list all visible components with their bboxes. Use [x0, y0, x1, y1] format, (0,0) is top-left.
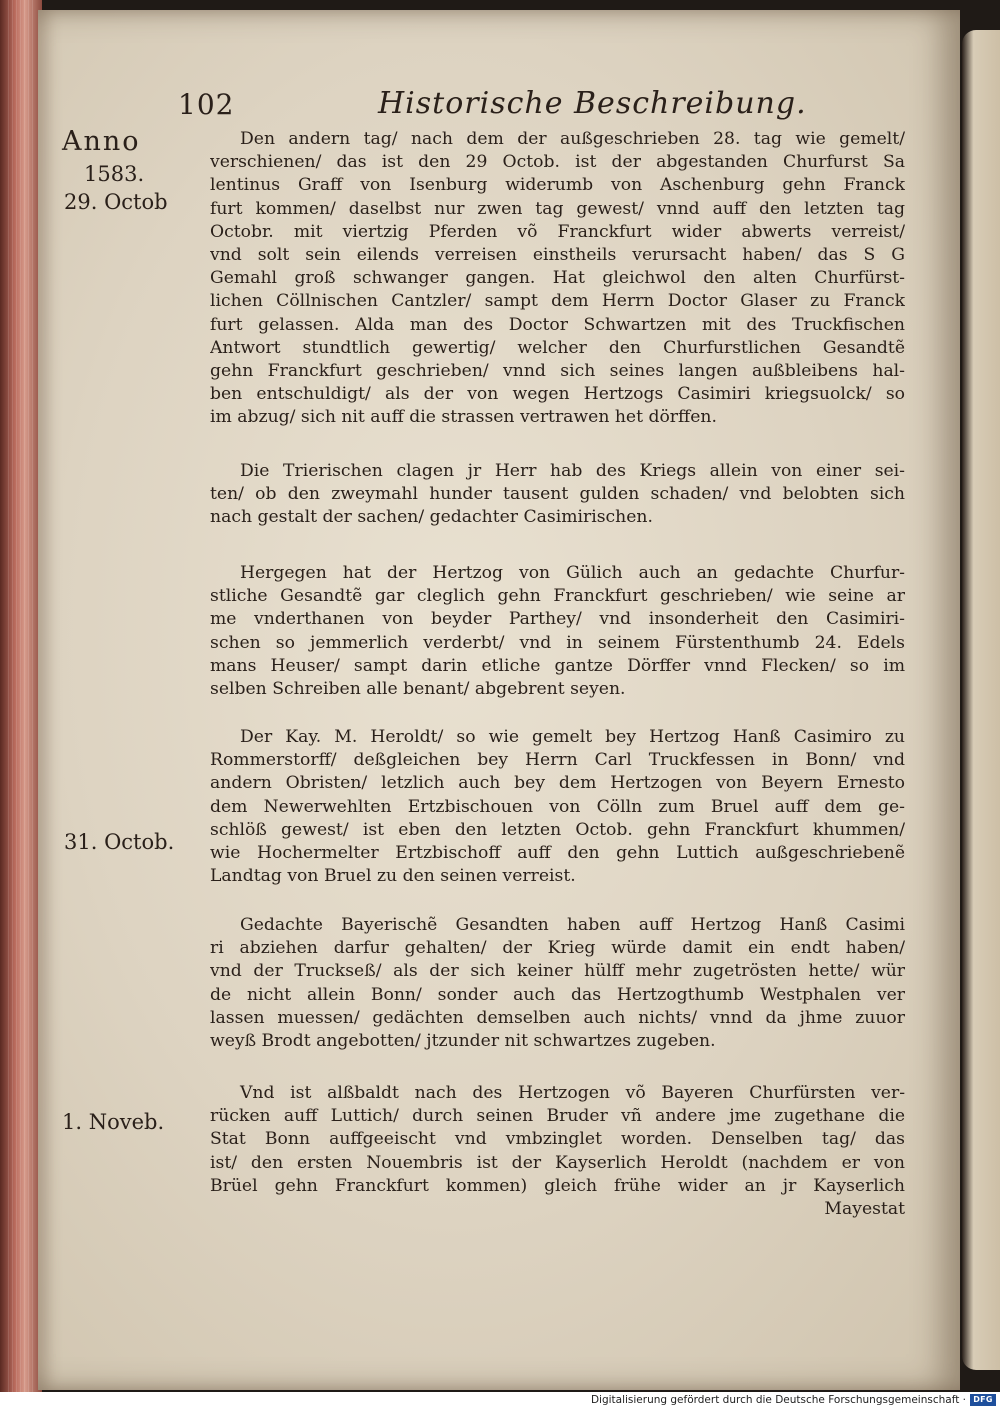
text-line: Der Kay. M. Heroldt/ so wie gemelt bey Hertzog Hanß Casimiro zu — [240, 727, 905, 747]
paragraph-5 — [210, 914, 905, 1053]
text-line: Den andern tag/ nach dem der außgeschrieben 28. tag wie gemelt/ — [240, 129, 905, 149]
text-line: de nicht allein Bonn/ sonder auch das Hertzogthumb Westphalen ver — [210, 984, 905, 1005]
text-line: stliche Gesandtẽ gar cleglich gehn Franckfurt geschrieben/ wie seine ar — [210, 586, 905, 607]
margin-note-1-noveb: 1. Noveb. — [62, 1110, 165, 1134]
next-page-edge — [962, 30, 1000, 1370]
catchword: Mayestat — [824, 1198, 905, 1219]
margin-note-29-octob: 29. Octob — [64, 190, 168, 214]
text-line: im abzug/ sich nit auff die strassen vertrawen het dörffen. — [210, 407, 717, 428]
text-line: verschienen/ das ist den 29 Octob. ist der abgestanden Churfurst Sa — [210, 152, 905, 173]
text-line: Rommerstorff/ deßgleichen bey Herrn Carl Truckfessen in Bonn/ vnd — [210, 750, 905, 771]
text-line: Stat Bonn auffgeeischt vnd vmbzinglet worden. Denselben tag/ das — [210, 1129, 905, 1150]
text-line: andern Obristen/ letzlich auch bey dem Hertzogen von Beyern Ernesto — [210, 773, 905, 794]
text-line: wie Hochermelter Ertzbischoff auff den gehn Luttich außgeschriebenẽ — [210, 842, 905, 863]
text-line: lassen muessen/ gedächten demselben auch nichts/ vnnd da jhme zuuor — [210, 1007, 905, 1028]
margin-note-year: 1583. — [84, 162, 145, 186]
paragraph-6 — [210, 1082, 905, 1221]
text-line: furt gelassen. Alda man des Doctor Schwartzen mit des Truckfischen — [210, 314, 905, 335]
text-line: schlöß gewest/ ist eben den letzten Octob. gehn Franckfurt khummen/ — [210, 819, 905, 840]
text-line: ten/ ob den zweymahl hunder tausent gulden schaden/ vnd belobten sich — [210, 484, 905, 505]
paragraph-1 — [210, 128, 905, 429]
book-edge — [0, 0, 42, 1392]
text-line: lentinus Graff von Isenburg widerumb von Aschenburg gehn Franck — [210, 175, 905, 196]
text-line: weyß Brodt angebotten/ jtzunder nit schwartzes zugeben. — [210, 1030, 716, 1051]
text-line: selben Schreiben alle benant/ abgebrent seyen. — [210, 678, 626, 699]
text-line: gehn Franckfurt geschrieben/ vnnd sich seines langen außbleibens hal- — [210, 360, 905, 381]
text-line: mans Heuser/ sampt darin etliche gantze Dörffer vnnd Flecken/ so im — [210, 655, 905, 676]
text-line: Octobr. mit viertzig Pferden võ Franckfurt wider abwerts verreist/ — [210, 221, 905, 242]
paragraph-3 — [210, 562, 905, 701]
text-line: Vnd ist alßbaldt nach des Hertzogen võ Bayeren Churfürsten ver- — [240, 1083, 905, 1103]
text-line: me vnderthanen von beyder Parthey/ vnd insonderheit den Casimiri- — [210, 609, 905, 630]
text-line: nach gestalt der sachen/ gedachter Casimirischen. — [210, 507, 653, 528]
text-line: Hergegen hat der Hertzog von Gülich auch an gedachte Churfur- — [240, 563, 905, 583]
text-line: furt kommen/ daselbst nur zwen tag gewest/ vnnd auff den letzten tag — [210, 198, 905, 219]
margin-note-31-octob: 31. Octob. — [64, 830, 175, 854]
text-line: Brüel gehn Franckfurt kommen) gleich frühe wider an jr Kayserlich — [210, 1175, 905, 1196]
dfg-logo: DFG — [970, 1394, 996, 1406]
page-edge-lines — [8, 0, 34, 1392]
text-line: Landtag von Bruel zu den seinen verreist. — [210, 866, 576, 887]
margin-note-anno: Anno — [62, 126, 141, 157]
text-line: dem Newerwehlten Ertzbischouen von Cölln zum Bruel auff dem ge- — [210, 796, 905, 817]
text-line: ben entschuldigt/ als der von wegen Hertzogs Casimiri kriegsuolck/ so — [210, 384, 905, 405]
text-line: vnd solt sein eilends verreisen einstheils verursacht haben/ das S G — [210, 244, 905, 265]
book-page — [38, 10, 960, 1390]
text-line: Die Trierischen clagen jr Herr hab des Kriegs allein von einer sei- — [240, 461, 905, 481]
text-line: ist/ den ersten Nouembris ist der Kayserlich Heroldt (nachdem er von — [210, 1152, 905, 1173]
paragraph-4 — [210, 726, 905, 888]
text-line: rücken auff Luttich/ durch seinen Bruder vñ andere jme zugethane die — [210, 1106, 905, 1127]
funding-credit: Digitalisierung gefördert durch die Deutsche Forschungsgemeinschaft · — [590, 1394, 966, 1406]
text-line: vnd der Truckseß/ als der sich keiner hülff mehr zugetrösten hette/ wür — [210, 961, 905, 982]
paragraph-2 — [210, 460, 905, 530]
text-line: Gemahl groß schwanger gangen. Hat gleichwol den alten Churfürst- — [210, 268, 905, 289]
text-line: Gedachte Bayerischẽ Gesandten haben auff Hertzog Hanß Casimi — [240, 915, 905, 935]
text-line: ri abziehen darfur gehalten/ der Krieg würde damit ein endt haben/ — [210, 938, 905, 959]
page-number: 102 — [178, 88, 235, 121]
text-line: lichen Cöllnischen Cantzler/ sampt dem Herrn Doctor Glaser zu Franck — [210, 291, 905, 312]
text-line: schen so jemmerlich verderbt/ vnd in seinem Fürstenthumb 24. Edels — [210, 632, 905, 653]
footer-bar — [0, 1392, 1000, 1408]
text-line: Antwort stundtlich gewertig/ welcher den Churfurstlichen Gesandtẽ — [210, 337, 905, 358]
running-head: Historische Beschreibung. — [378, 86, 807, 121]
